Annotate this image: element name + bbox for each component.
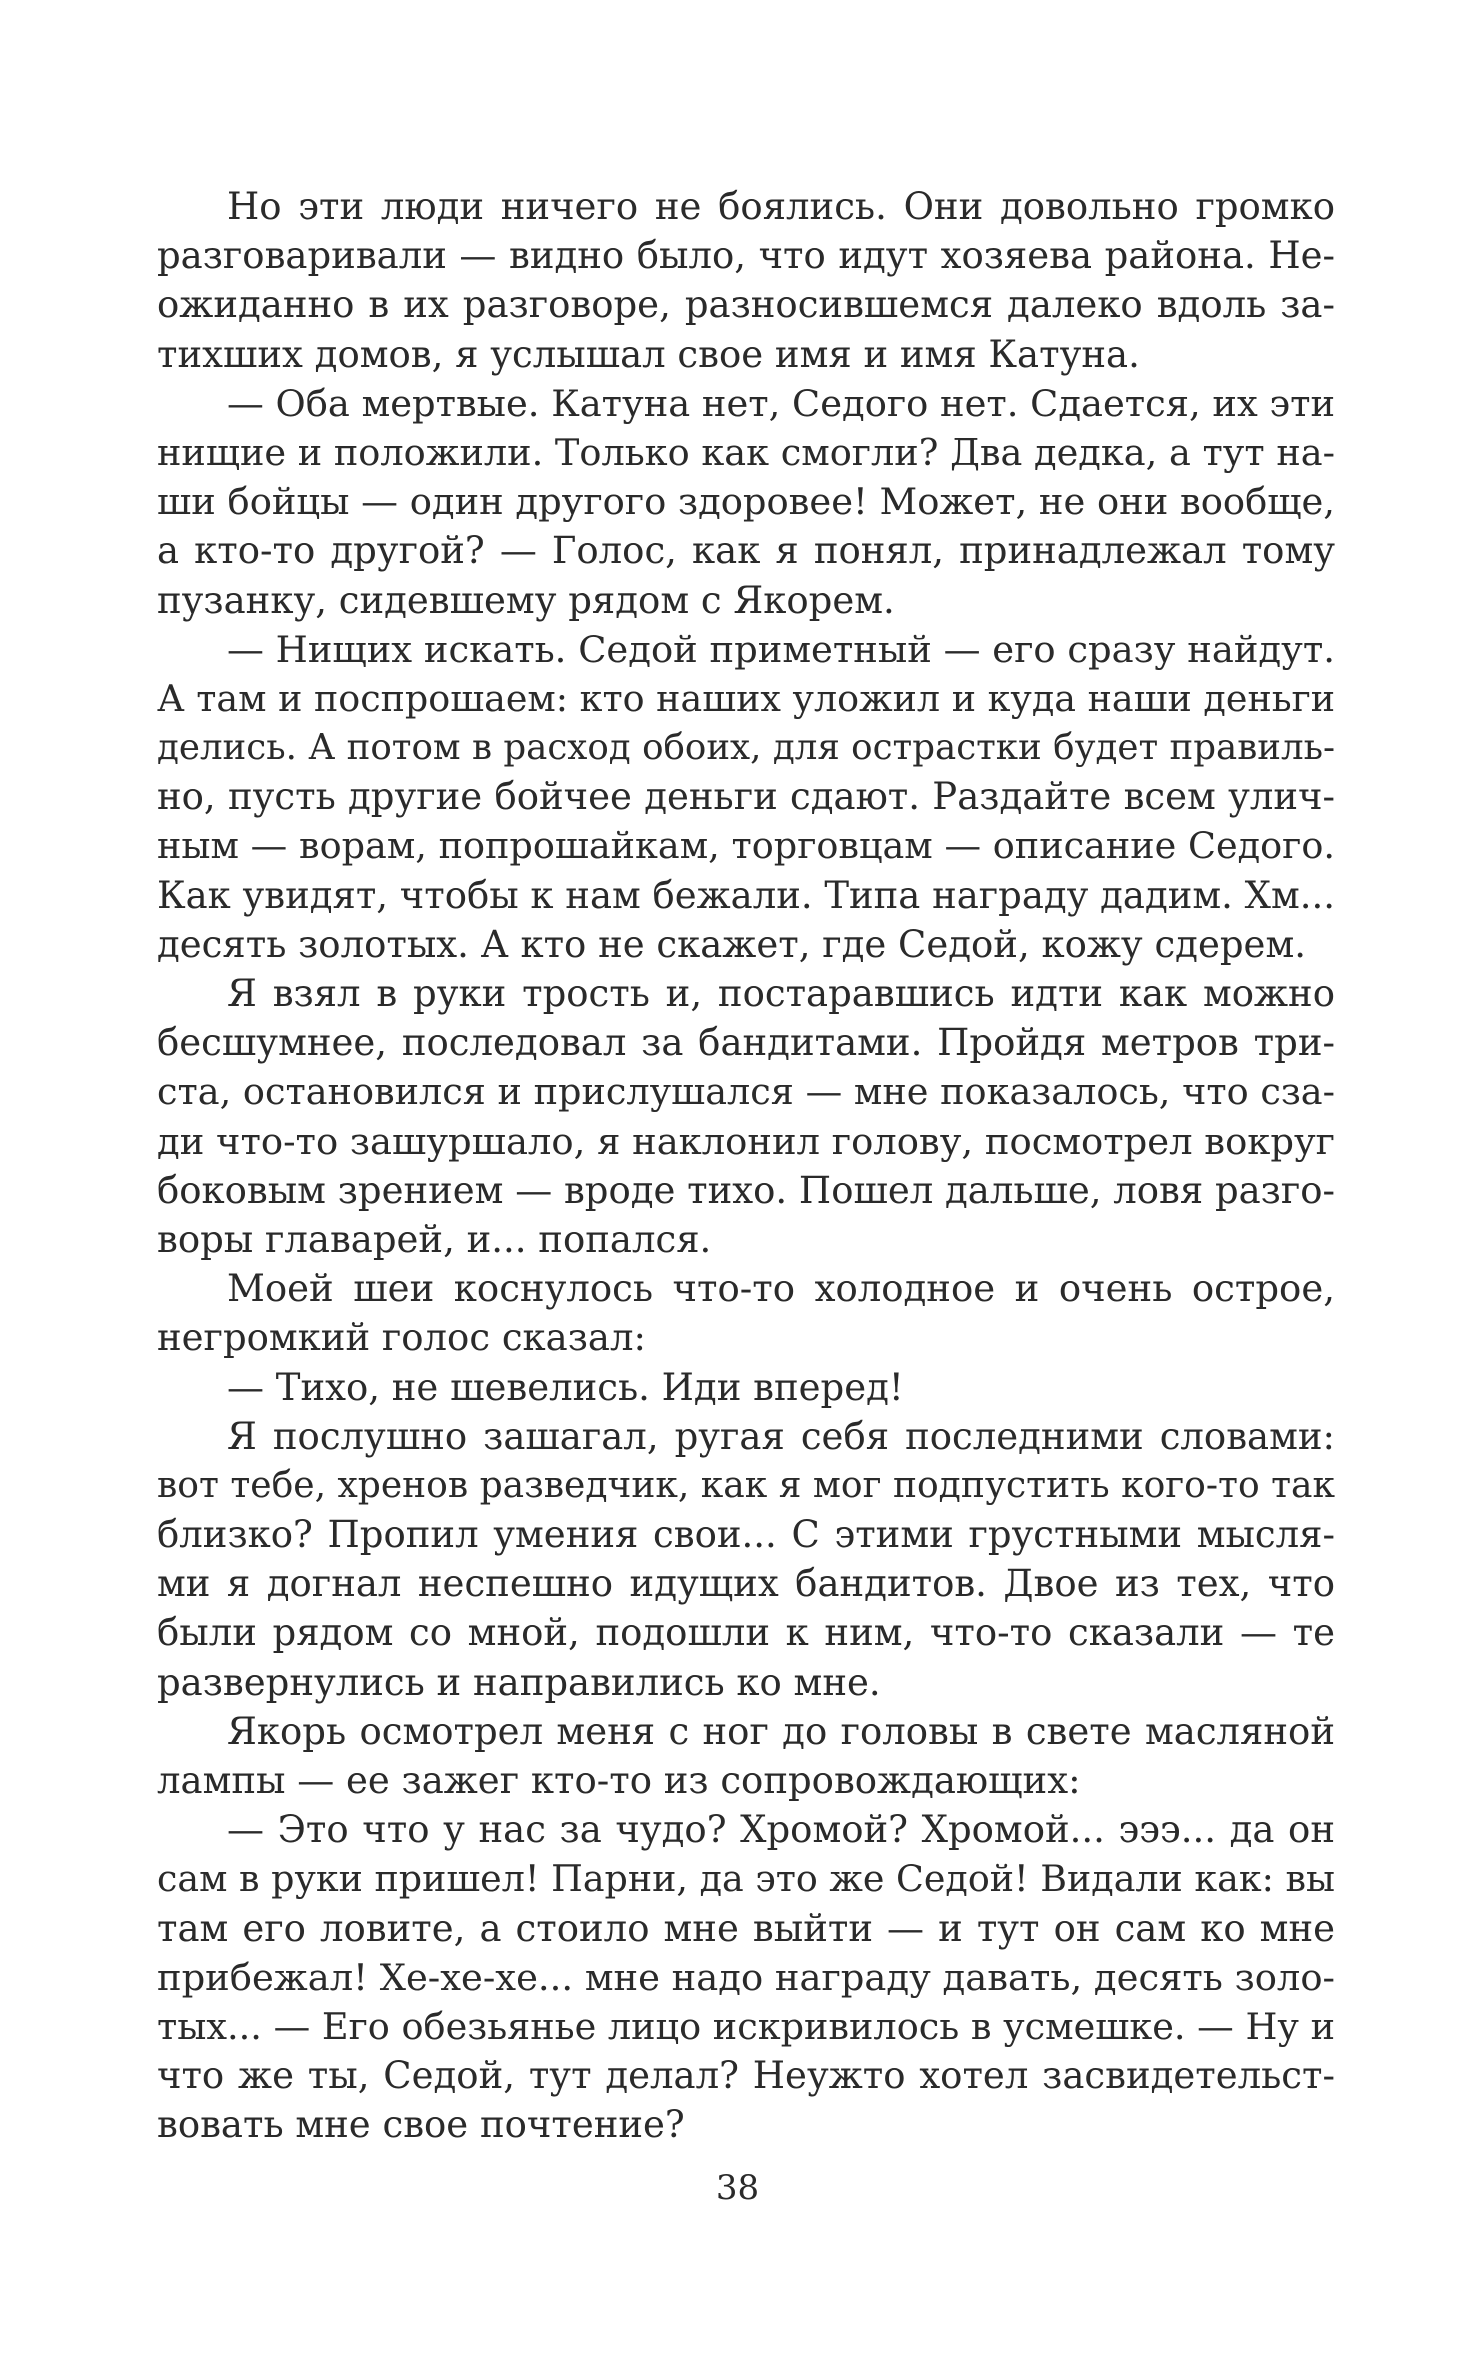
text-line: А там и поспрошаем: кто наших уложил и куда наши деньги [157,676,1335,720]
text-line: Как увидят, чтобы к нам бежали. Типа награду дадим. Хм... [157,873,1335,917]
paragraph [157,1805,1335,2149]
text-line: — Нищих искать. Седой приметный — его сразу найдут. [227,627,1335,671]
paragraph [157,1707,1335,1805]
text-line: пузанку, сидевшему рядом с Якорем. [157,578,895,622]
text-line: Я взял в руки трость и, постаравшись идти как можно [227,972,1335,1015]
text-line: развернулись и направились ко мне. [157,1660,881,1704]
text-line: прибежал! Хе-хе-хе... мне надо награду давать, десять золо- [157,1955,1335,1999]
text-line: воры главарей, и... попался. [157,1217,712,1261]
text-line: — Тихо, не шевелись. Иди вперед! [227,1365,904,1409]
text-line: были рядом со мной, подошли к ним, что-то сказали — те [157,1611,1335,1655]
text-line: лампы — ее зажег кто-то из сопровождающих: [157,1759,1081,1802]
text-line: ожиданно в их разговоре, разносившемся далеко вдоль за- [157,283,1335,327]
text-line: тихших домов, я услышал свое имя и имя Катуна. [157,332,1140,376]
text-line: но, пусть другие бойчее деньги сдают. Раздайте всем улич- [157,775,1335,819]
text-line: ми я догнал неспешно идущих бандитов. Двое из тех, что [157,1562,1335,1606]
paragraph [157,182,1335,379]
text-line: сам в руки пришел! Парни, да это же Седой! Видали как: вы [157,1857,1335,1901]
text-line: бесшумнее, последовал за бандитами. Пройдя метров три- [157,1021,1335,1065]
text-line: десять золотых. А кто не скажет, где Седой, кожу сдерем. [157,922,1306,966]
paragraph [157,1412,1335,1707]
text-line: близко? Пропил умения свои... С этими грустными мысля- [157,1513,1335,1557]
text-line: негромкий голос сказал: [157,1316,646,1360]
page-number: 38 [715,2168,760,2208]
text-line: нищие и положили. Только как смогли? Два дедка, а тут на- [157,430,1335,474]
text-line: вот тебе, хренов разведчик, как я мог подпустить кого-то так [157,1464,1335,1506]
text-line: а кто-то другой? — Голос, как я понял, принадлежал тому [157,529,1335,573]
text-line: ши бойцы — один другого здоровее! Может, не они вообще, [157,480,1335,524]
text-line: ста, остановился и прислушался — мне показалось, что сза- [157,1070,1335,1114]
text-line: ным — ворам, попрошайкам, торговцам — описание Седого. [157,824,1335,868]
text-line: — Оба мертвые. Катуна нет, Седого нет. Сдается, их эти [227,381,1335,425]
text-line: Я послушно зашагал, ругая себя последними словами: [227,1414,1335,1458]
text-line: что же ты, Седой, тут делал? Неужто хотел засвидетельст- [157,2054,1335,2098]
text-line: — Это что у нас за чудо? Хромой? Хромой... эээ... да он [227,1808,1335,1852]
paragraph [157,379,1335,625]
text-line: Но эти люди ничего не боялись. Они довольно громко [227,185,1335,228]
text-line: Якорь осмотрел меня с ног до головы в свете масляной [227,1709,1335,1753]
text-line: там его ловите, а стоило мне выйти — и тут он сам ко мне [157,1906,1335,1950]
paragraph [157,969,1335,1264]
body-text [157,182,1335,2150]
text-line: боковым зрением — вроде тихо. Пошел дальше, ловя разго- [157,1168,1335,1212]
text-line: разговаривали — видно было, что идут хозяева района. Не- [157,234,1335,278]
text-line: делись. А потом в расход обоих, для острастки будет правиль- [157,727,1335,769]
paragraph [157,1264,1335,1362]
paragraph [157,1363,1335,1412]
text-line: Моей шеи коснулось что-то холодное и очень острое, [227,1267,1335,1311]
text-line: тых... — Его обезьянье лицо искривилось в усмешке. — Ну и [157,2004,1335,2048]
text-line: ди что-то зашуршало, я наклонил голову, посмотрел вокруг [157,1119,1335,1163]
paragraph [157,625,1335,969]
text-line: вовать мне свое почтение? [157,2103,685,2147]
